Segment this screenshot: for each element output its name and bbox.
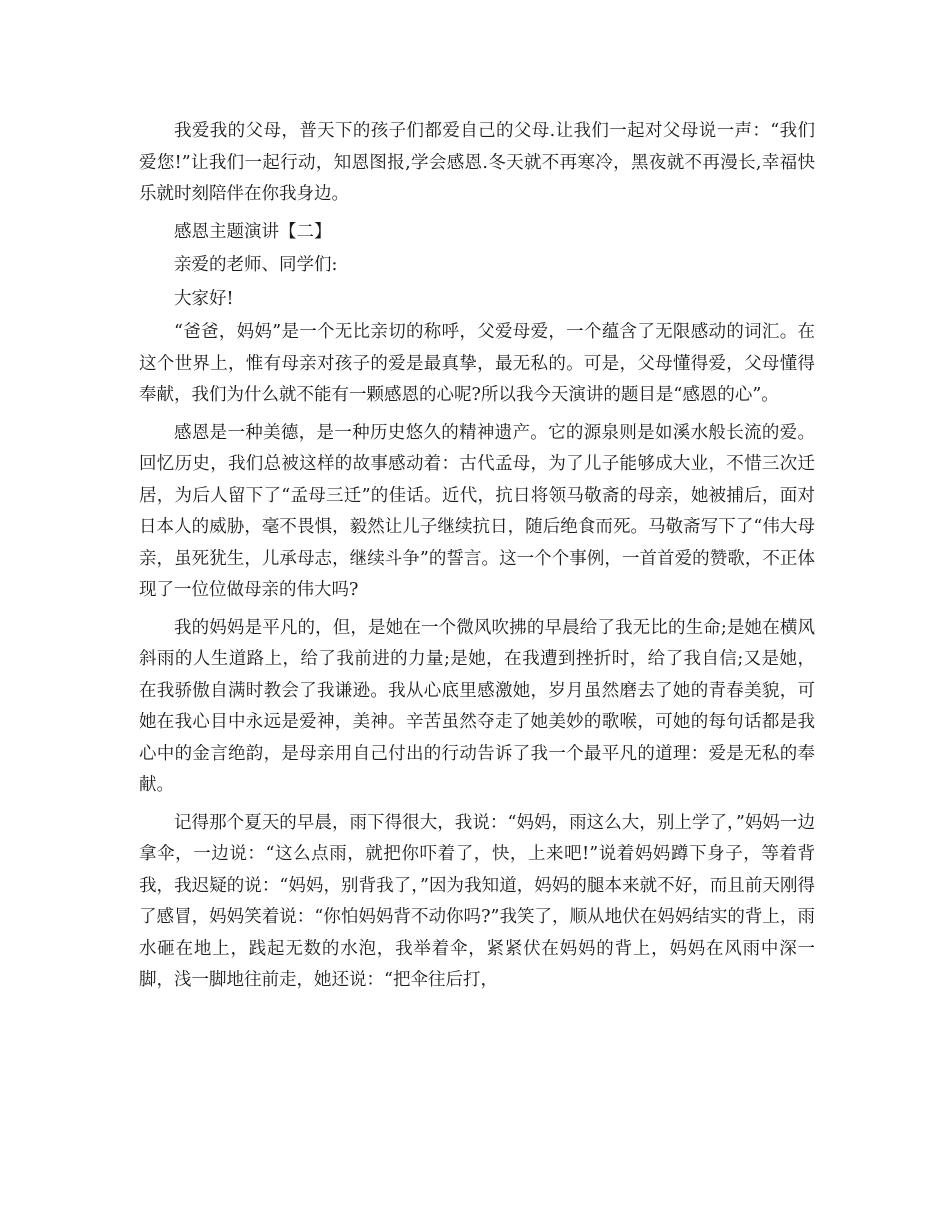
paragraph-intro: 我爱我的父母，普天下的孩子们都爱自己的父母.让我们一起对父母说一声：“我们爱您!”让我们一起行动，知恩图报,学会感恩.冬天就不再寒冷，黑夜就不再漫长,幸福快乐就时刻陪伴在你我身边。 xyxy=(139,121,815,204)
section-heading: 感恩主题演讲【二】 xyxy=(174,221,332,242)
document-page xyxy=(139,116,815,1003)
salutation: 亲爱的老师、同学们: xyxy=(174,255,338,275)
greeting: 大家好! xyxy=(174,288,234,309)
paragraph-body: 感恩是一种美德，是一种历史悠久的精神遗产。它的源泉则是如溪水般长流的爱。回忆历史，我们总被这样的故事感动着：古代孟母，为了儿子能够成大业，不惜三次迁居，为后人留下了“孟母三迁”的佳话。近代，抗日将领马敬斋的母亲，她被捕后，面对日本人的威胁，毫不畏惧，毅然让儿子继续抗日，随后绝食而死。马敬斋写下了“伟大母亲，虽死犹生，儿承母志，继续斗争”的誓言。这一个个事例，一首首爱的赞歌，不正体现了一位位做母亲的伟大吗? xyxy=(139,422,815,600)
paragraph-body: 我的妈妈是平凡的，但，是她在一个微风吹拂的早晨给了我无比的生命;是她在横风斜雨的人生道路上，给了我前进的力量;是她，在我遭到挫折时，给了我自信;又是她，在我骄傲自满时教会了我谦逊。我从心底里感激她，岁月虽然磨去了她的青春美貌，可她在我心目中永远是爱神，美神。辛苦虽然夺走了她美妙的歌喉，可她的每句话都是我心中的金言绝韵，是母亲用自己付出的行动告诉了我一个最平凡的道理：爱是无私的奉献。 xyxy=(139,617,815,795)
paragraph-body: “爸爸，妈妈”是一个无比亲切的称呼，父爱母爱，一个蕴含了无限感动的词汇。在这个世界上，惟有母亲对孩子的爱是最真挚，最无私的。可是，父母懂得爱，父母懂得奉献，我们为什么就不能有一颗感恩的心呢?所以我今天演讲的题目是“感恩的心”。 xyxy=(139,322,815,405)
paragraph-body: 记得那个夏天的早晨，雨下得很大，我说：“妈妈，雨这么大，别上学了，”妈妈一边拿伞，一边说：“这么点雨，就把你吓着了，快，上来吧!”说着妈妈蹲下身子，等着背我，我迟疑的说：“妈妈，别背我了，”因为我知道，妈妈的腿本来就不好，而且前天刚得了感冒，妈妈笑着说：“你怕妈妈背不动你吗?”我笑了，顺从地伏在妈妈结实的背上，雨水砸在地上，践起无数的水泡，我举着伞，紧紧伏在妈妈的背上，妈妈在风雨中深一脚，浅一脚地往前走，她还说：“把伞往后打， xyxy=(139,812,815,990)
